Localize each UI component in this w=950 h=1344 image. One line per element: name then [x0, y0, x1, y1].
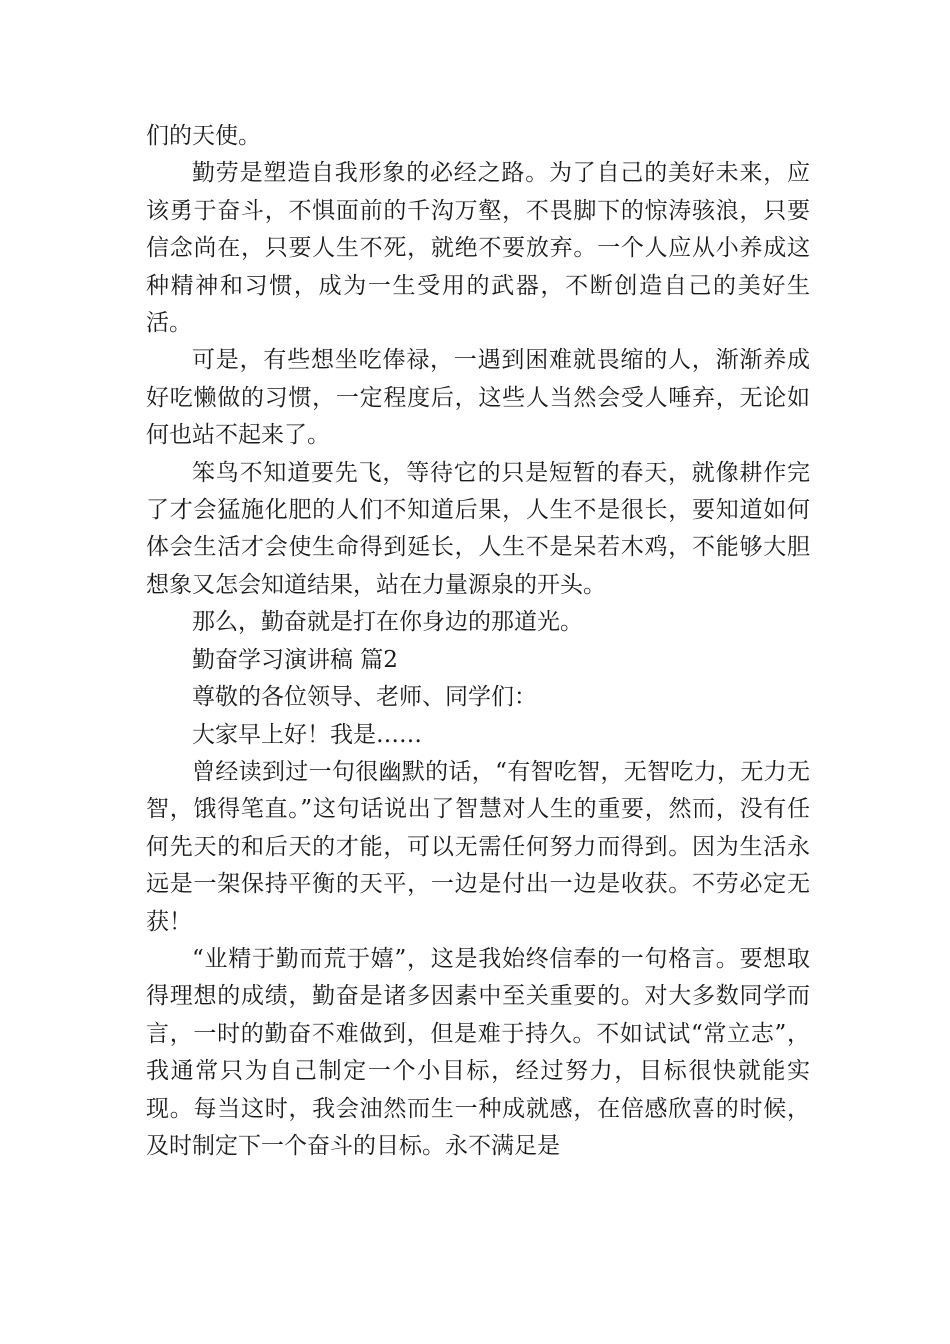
- section-heading: 勤奋学习演讲稿 篇2: [192, 646, 398, 673]
- paragraph-2: 勤劳是塑造自我形象的必经之路。为了自己的美好未来，应该勇于奋斗，不惧面前的千沟万壑，不畏脚下的惊涛骇浪，只要信念尚在，只要人生不死，就绝不要放弃。一个人应从小养成这种精神和习惯，成为一生受用的武器，不断创造自己的美好生活。: [146, 160, 810, 337]
- paragraph-5: 那么，勤奋就是打在你身边的那道光。: [192, 609, 583, 636]
- paragraph-1: 们的天使。: [146, 123, 261, 149]
- paragraph-9: 曾经读到过一句很幽默的话，“有智吃智，无智吃力，无力无智，饿得笔直。”这句话说出了智慧对人生的重要，然而，没有任何先天的和后天的才能，可以无需任何努力而得到。因为生活永远是一架保持平衡的天平，一边是付出一边是收获。不劳必定无获！: [146, 758, 810, 935]
- paragraph-10: “业精于勤而荒于嬉”，这是我始终信奉的一句格言。要想取得理想的成绩，勤奋是诸多因素中至关重要的。对大多数同学而言，一时的勤奋不难做到，但是难于持久。不如试试“常立志”，我通常只为自己制定一个小目标，经过努力，目标很快就能实现。每当这时，我会油然而生一种成就感，在倍感欣喜的时候，及时制定下一个奋斗的目标。永不满足是: [146, 945, 810, 1159]
- salutation: 尊敬的各位领导、老师、同学们：: [192, 684, 537, 711]
- document-page: [146, 118, 810, 1165]
- paragraph-4: 笨鸟不知道要先飞，等待它的只是短暂的春天，就像耕作完了才会猛施化肥的人们不知道后果，人生不是很长，要知道如何体会生活才会使生命得到延长，人生不是呆若木鸡，不能够大胆想象又怎会知道结果，站在力量源泉的开头。: [146, 459, 810, 598]
- greeting: 大家早上好！我是……: [192, 721, 422, 748]
- paragraph-3: 可是，有些想坐吃俸禄，一遇到困难就畏缩的人，渐渐养成好吃懒做的习惯，一定程度后，这些人当然会受人唾弃，无论如何也站不起来了。: [146, 347, 810, 449]
